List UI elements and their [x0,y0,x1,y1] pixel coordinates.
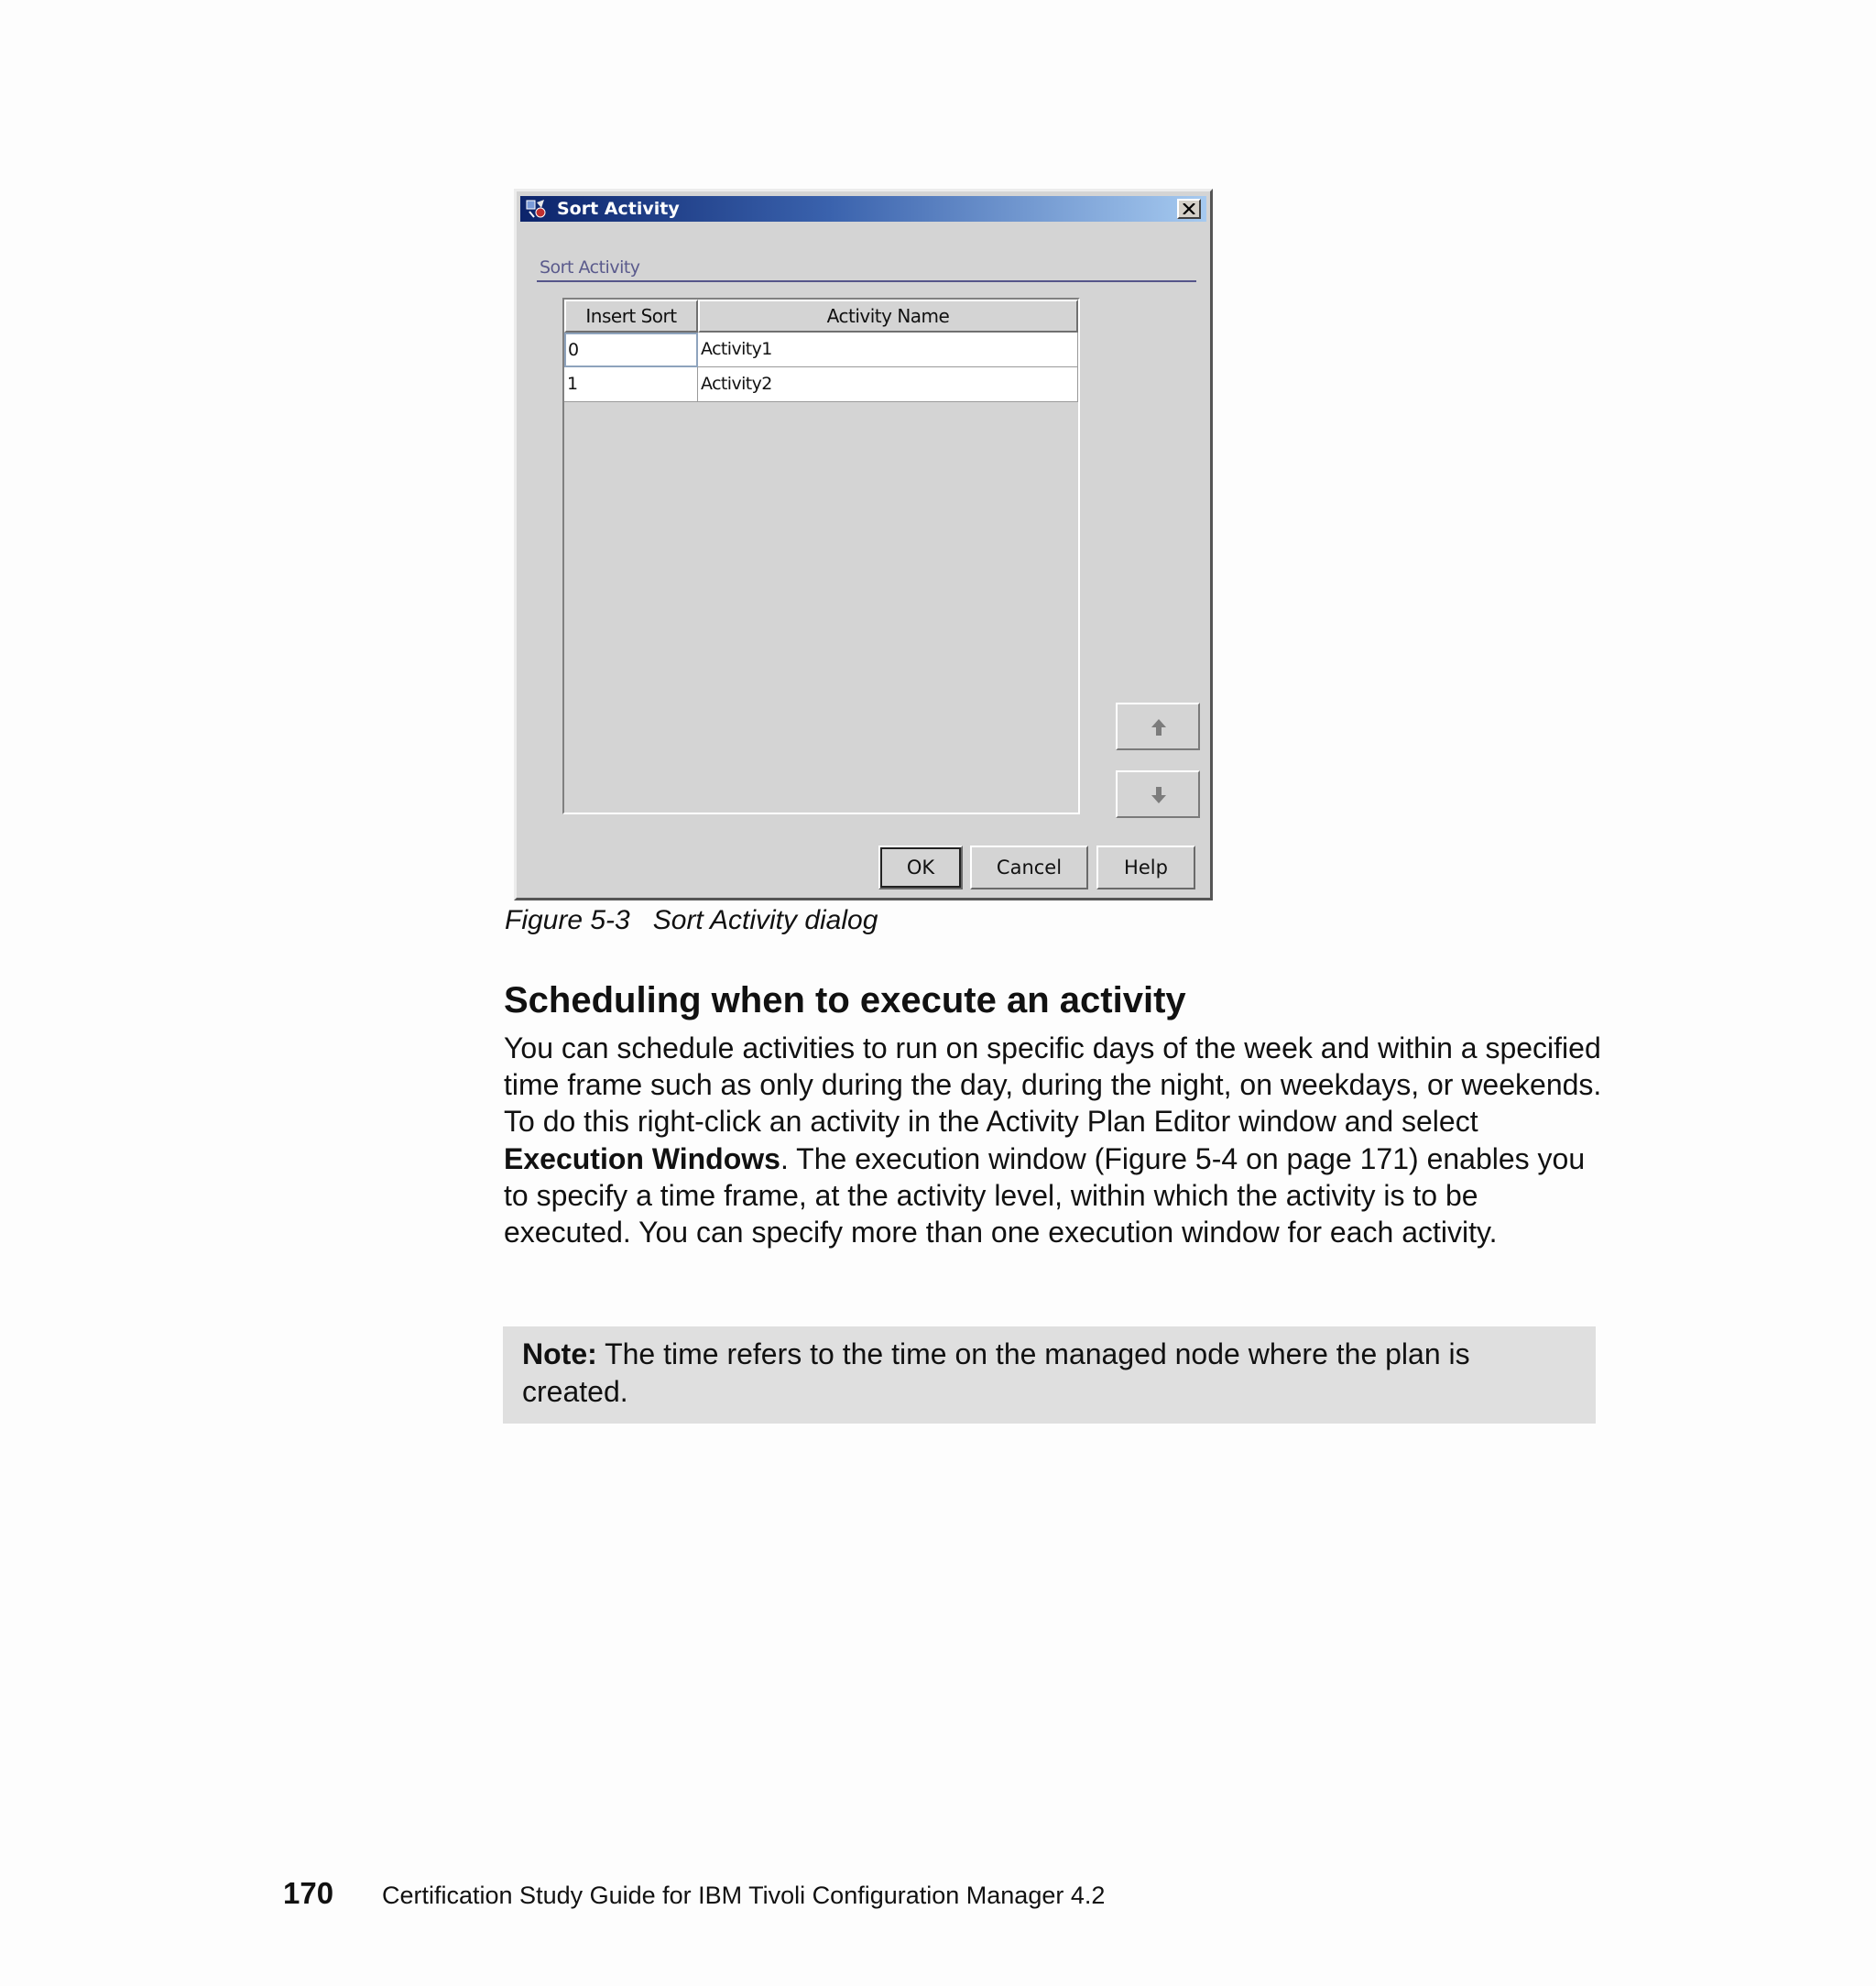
dialog-titlebar[interactable] [520,196,1206,222]
arrow-up-icon [1151,718,1167,737]
section-heading: Scheduling when to execute an activity [504,980,1186,1020]
table-row[interactable] [564,333,1078,367]
paragraph-text: . The execution window (Figure 5-4 on page 171) enables you to specify a time frame, at the activity level, within which the activity is to be executed. You can specify more than one execution window for each activity. [504,1141,1586,1249]
insert-sort-cell[interactable]: 1 [564,367,698,402]
figure-caption [505,905,878,936]
help-button[interactable]: Help [1096,846,1195,889]
running-title: Certification Study Guide for IBM Tivoli Configuration Manager 4.2 [382,1882,1106,1909]
close-icon [1183,203,1195,214]
page-number: 170 [283,1876,334,1910]
note-text [522,1336,1576,1410]
table-row[interactable] [564,367,1078,402]
note-body: The time refers to the time on the managed node where the plan is created. [522,1337,1470,1408]
sort-activity-dialog [514,189,1213,900]
activity-name-cell[interactable]: Activity1 [698,333,1078,367]
dialog-title: Sort Activity [557,199,680,219]
activity-sort-table[interactable] [562,298,1080,814]
move-down-button[interactable] [1116,770,1200,818]
move-up-button[interactable] [1116,703,1200,750]
column-header-activity-name[interactable]: Activity Name [698,300,1078,333]
arrow-down-icon [1151,786,1167,804]
figure-label: Figure 5-3 [505,905,630,935]
table-header [564,300,1078,333]
body-paragraph [504,1030,1603,1250]
menu-reference: Execution Windows [504,1141,780,1175]
ok-button[interactable]: OK [878,846,963,889]
application-icon [526,199,548,219]
group-label: Sort Activity [540,257,640,278]
paragraph-text: You can schedule activities to run on specific days of the week and within a specified time frame such as only during the day, during the night, on weekdays, or weekends. To do this right-click an activity in the Activity Plan Editor window and select [504,1031,1602,1139]
note-box [503,1326,1596,1424]
cancel-button[interactable]: Cancel [970,846,1088,889]
note-label: Note: [522,1337,597,1370]
column-header-insert-sort[interactable]: Insert Sort [564,300,698,333]
activity-name-cell[interactable]: Activity2 [698,367,1078,402]
insert-sort-cell[interactable]: 0 [564,333,698,367]
figure-title: Sort Activity dialog [652,905,878,935]
close-button[interactable] [1177,199,1201,219]
group-divider [537,280,1196,282]
